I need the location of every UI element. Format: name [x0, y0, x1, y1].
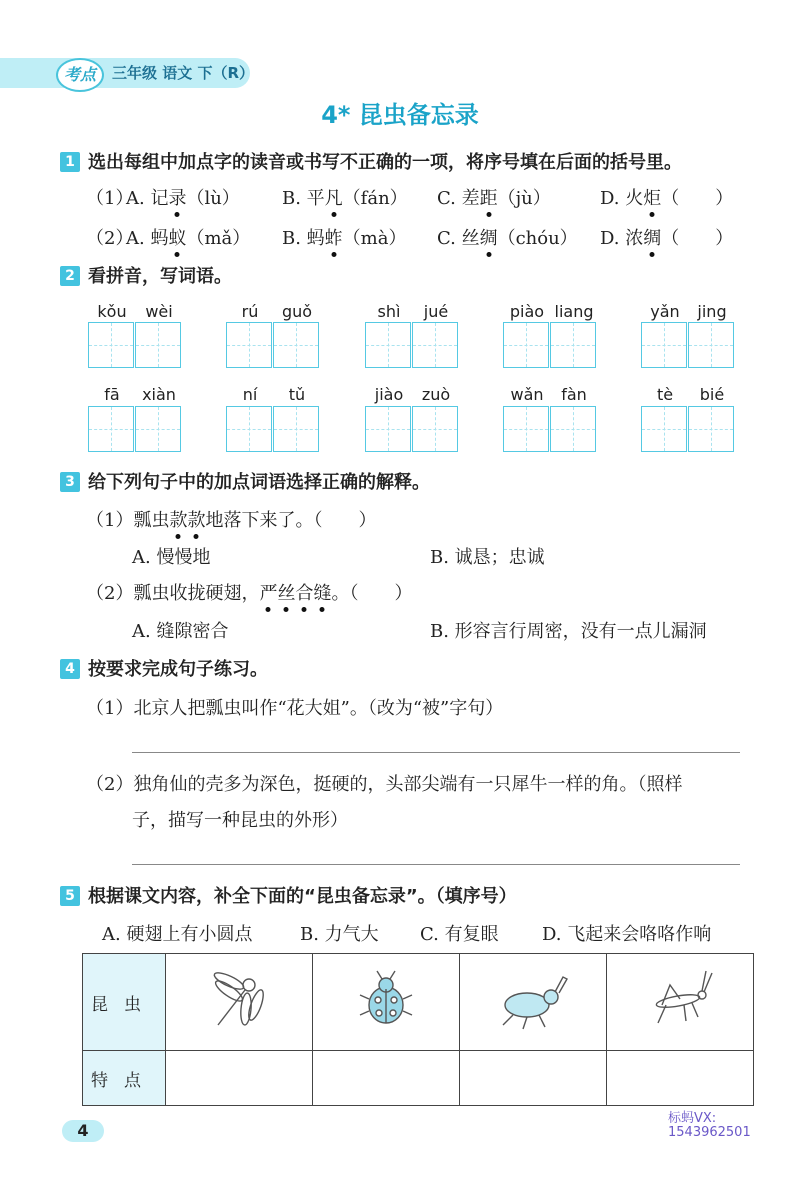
- writing-box[interactable]: [503, 406, 549, 452]
- row-label-feature: 特点: [83, 1051, 166, 1106]
- pinyin-1-1-1: kǒu: [97, 302, 127, 321]
- q5-option-d: D. 飞起来会咯咯作响: [542, 924, 712, 945]
- q1-row1-b: B. 平凡（fán）: [282, 188, 408, 209]
- watermark: [668, 1112, 751, 1140]
- pinyin-1-2-2: guǒ: [281, 302, 313, 321]
- book-label: 三年级 语文 下（R）: [112, 64, 254, 82]
- pinyin-1-3-2: jué: [423, 302, 449, 321]
- insect-cell-grasshopper: [607, 954, 754, 1051]
- q2-heading: [60, 262, 232, 288]
- pinyin-2-4-2: fàn: [561, 385, 587, 404]
- page-number: 4: [62, 1120, 104, 1142]
- feature-cell-4[interactable]: [607, 1051, 754, 1106]
- writing-box[interactable]: [365, 406, 411, 452]
- pinyin-2-5-1: tè: [656, 385, 674, 404]
- writing-box[interactable]: [688, 322, 734, 368]
- feature-cell-3[interactable]: [460, 1051, 607, 1106]
- writing-box[interactable]: [550, 322, 596, 368]
- q2-number: 2: [60, 266, 80, 286]
- pinyin-2-2-1: ní: [242, 385, 258, 404]
- q1-row2-a: A. 蚂蚁（mǎ）: [126, 228, 251, 249]
- q5-heading-text: 根据课文内容，补全下面的“昆虫备忘录”。（填序号）: [88, 886, 517, 907]
- q1-row-1: （1）: [86, 188, 134, 209]
- writing-box[interactable]: [135, 406, 181, 452]
- writing-box[interactable]: [135, 322, 181, 368]
- grasshopper-icon: [640, 965, 720, 1035]
- pinyin-2-4-1: wǎn: [510, 385, 544, 404]
- writing-box[interactable]: [273, 322, 319, 368]
- writing-box[interactable]: [641, 406, 687, 452]
- q3-option-1b: B. 诚恳；忠诚: [430, 547, 545, 568]
- insect-cell-beetle: [460, 954, 607, 1051]
- writing-box[interactable]: [273, 406, 319, 452]
- pinyin-2-2-2: tǔ: [288, 385, 306, 404]
- q4-heading: [60, 655, 268, 681]
- q1-row-2: （2）: [86, 228, 134, 249]
- pinyin-1-5-2: jing: [697, 302, 727, 321]
- q1-heading: [60, 148, 682, 174]
- pinyin-1-3-1: shì: [377, 302, 401, 321]
- insect-cell-ladybug: [313, 954, 460, 1051]
- writing-box[interactable]: [226, 406, 272, 452]
- writing-box[interactable]: [641, 322, 687, 368]
- writing-box[interactable]: [365, 322, 411, 368]
- ladybug-icon: [351, 965, 421, 1035]
- pinyin-2-1-1: fā: [104, 385, 120, 404]
- q1-row2-c: C. 丝绸（chóu）: [437, 228, 578, 249]
- q4-part-2-line2: 子，描写一种昆虫的外形）: [132, 810, 348, 831]
- insect-cell-dragonfly: [166, 954, 313, 1051]
- watermark-line-2: 1543962501: [668, 1125, 751, 1140]
- q5-heading: [60, 882, 517, 908]
- pinyin-1-4-1: piào: [509, 302, 545, 321]
- q5-number: 5: [60, 886, 80, 906]
- answer-line-2[interactable]: [132, 864, 740, 865]
- q1-row1-a: A. 记录（lù）: [126, 188, 240, 209]
- q4-heading-text: 按要求完成句子练习。: [88, 659, 268, 680]
- pinyin-2-1-2: xiàn: [142, 385, 176, 404]
- q3-option-1a: A. 慢慢地: [132, 547, 211, 568]
- writing-box[interactable]: [503, 322, 549, 368]
- feature-cell-1[interactable]: [166, 1051, 313, 1106]
- q3-number: 3: [60, 472, 80, 492]
- writing-box[interactable]: [688, 406, 734, 452]
- pinyin-2-3-1: jiào: [374, 385, 404, 404]
- q3-sentence-1: （1）瓢虫款款地落下来了。（ ）: [86, 510, 377, 531]
- q1-row2-d: D. 浓绸（ ）: [600, 228, 734, 249]
- q4-number: 4: [60, 659, 80, 679]
- q3-heading-text: 给下列句子中的加点词语选择正确的解释。: [88, 472, 430, 493]
- q5-option-b: B. 力气大: [300, 924, 379, 945]
- writing-box[interactable]: [226, 322, 272, 368]
- writing-box[interactable]: [88, 406, 134, 452]
- writing-box[interactable]: [412, 406, 458, 452]
- dragonfly-icon: [204, 965, 274, 1035]
- q3-heading: [60, 468, 430, 494]
- page-title: 4* 昆虫备忘录: [321, 101, 479, 129]
- row-label-insect: 昆虫: [83, 954, 166, 1051]
- q1-row2-b: B. 蚂蚱（mà）: [282, 228, 407, 249]
- q4-part-1: （1）北京人把瓢虫叫作“花大姐”。（改为“被”字句）: [86, 698, 504, 719]
- q3-sentence-2: （2）瓢虫收拢硬翅，严丝合缝。（ ）: [86, 583, 413, 604]
- beetle-icon: [493, 965, 573, 1035]
- answer-line-1[interactable]: [132, 752, 740, 753]
- q3-option-2a: A. 缝隙密合: [132, 621, 229, 642]
- writing-box[interactable]: [88, 322, 134, 368]
- pinyin-1-2-1: rú: [241, 302, 259, 321]
- q1-row1-c: C. 差距（jù）: [437, 188, 551, 209]
- pinyin-2-5-2: bié: [699, 385, 725, 404]
- brand-logo: 考点: [56, 58, 104, 92]
- q4-part-2-line1: （2）独角仙的壳多为深色，挺硬的，头部尖端有一只犀牛一样的角。（照样: [86, 774, 683, 795]
- insect-memo-table: [82, 953, 754, 1106]
- writing-box[interactable]: [412, 322, 458, 368]
- pinyin-1-4-2: liang: [554, 302, 594, 321]
- q1-number: 1: [60, 152, 80, 172]
- q1-row1-d: D. 火炬（ ）: [600, 188, 734, 209]
- pinyin-1-5-1: yǎn: [650, 302, 680, 321]
- writing-box[interactable]: [550, 406, 596, 452]
- q5-option-c: C. 有复眼: [420, 924, 499, 945]
- q1-heading-text: 选出每组中加点字的读音或书写不正确的一项，将序号填在后面的括号里。: [88, 152, 682, 173]
- q5-option-a: A. 硬翅上有小圆点: [102, 924, 253, 945]
- pinyin-1-1-2: wèi: [145, 302, 173, 321]
- q3-option-2b: B. 形容言行周密，没有一点儿漏洞: [430, 621, 707, 642]
- q2-heading-text: 看拼音，写词语。: [88, 266, 232, 287]
- feature-cell-2[interactable]: [313, 1051, 460, 1106]
- pinyin-2-3-2: zuò: [421, 385, 451, 404]
- watermark-line-1: 标蚂VX:: [668, 1111, 717, 1126]
